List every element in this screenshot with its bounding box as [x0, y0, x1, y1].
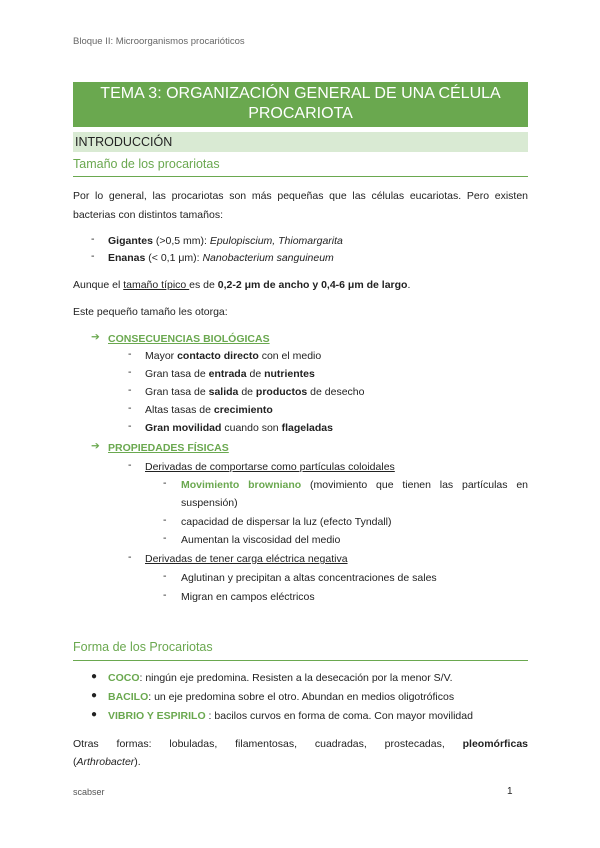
bullet-icon: ●	[91, 690, 98, 701]
list-item-dwarfs: Enanas (< 0,1 μm): Nanobacterium sanguineum	[108, 252, 334, 264]
dash-marker: -	[128, 459, 132, 471]
viscosity-item: Aumentan la viscosidad del medio	[181, 534, 341, 546]
bullet-icon: ●	[91, 709, 98, 720]
dash-marker: -	[163, 514, 167, 526]
paragraph-line: bacterias con distintos tamaños:	[73, 209, 223, 221]
page-number: 1	[507, 786, 513, 797]
dash-marker: -	[128, 402, 132, 414]
intro-heading: INTRODUCCIÓN	[73, 132, 528, 152]
dash-marker: -	[128, 384, 132, 396]
typical-size-text: Aunque el tamaño típico es de 0,2-2 μm de ancho y 0,4-6 μm de largo.	[73, 279, 411, 291]
dash-marker: -	[91, 250, 95, 262]
dash-marker: -	[128, 348, 132, 360]
section-title-shape: Forma de los Procariotas	[73, 640, 213, 654]
bio-heading: CONSECUENCIAS BIOLÓGICAS	[108, 333, 270, 345]
section-divider	[73, 660, 528, 661]
bullet-icon: ●	[91, 671, 98, 682]
dash-marker: -	[163, 570, 167, 582]
agglutinate-item: Aglutinan y precipitan a altas concentraciones de sales	[181, 572, 437, 584]
footer-author: scabser	[73, 787, 105, 797]
colloid-heading: Derivadas de comportarse como partículas coloidales	[145, 461, 395, 473]
section-divider	[73, 176, 528, 177]
other-shapes-line1: Otras formas: lobuladas, filamentosas, cuadradas, prostecadas, pleomórficas	[73, 738, 528, 750]
bio-item: Mayor contacto directo con el medio	[145, 350, 322, 362]
dash-marker: -	[128, 366, 132, 378]
dash-marker: -	[163, 589, 167, 601]
bio-item: Gran tasa de entrada de nutrientes	[145, 368, 315, 380]
section-title-size: Tamaño de los procariotas	[73, 157, 220, 171]
dash-marker: -	[163, 477, 167, 489]
other-shapes-line2: (Arthrobacter).	[73, 756, 141, 768]
brownian-item: Movimiento browniano (movimiento que tienen las partículas en	[181, 479, 529, 491]
shape-bacilo: BACILO: un eje predomina sobre el otro. Abundan en medios oligotróficos	[108, 691, 455, 703]
paragraph-line: Por lo general, las procariotas son más pequeñas que las células eucariotas. Pero existen	[73, 190, 528, 202]
arrow-icon: ➔	[91, 440, 100, 452]
page-header: Bloque II: Microorganismos procarióticos	[73, 36, 245, 47]
charge-heading: Derivadas de tener carga eléctrica negativa	[145, 553, 348, 565]
shape-coco: COCO: ningún eje predomina. Resisten a la desecación por la menor S/V.	[108, 672, 453, 684]
shape-vibrio: VIBRIO Y ESPIRILO : bacilos curvos en forma de coma. Con mayor movilidad	[108, 710, 473, 722]
bio-item: Gran tasa de salida de productos de desecho	[145, 386, 365, 398]
tyndall-item: capacidad de dispersar la luz (efecto Tyndall)	[181, 516, 392, 528]
brownian-item-cont: suspensión)	[181, 497, 238, 509]
dash-marker: -	[128, 551, 132, 563]
title-band	[73, 82, 528, 127]
arrow-icon: ➔	[91, 331, 100, 343]
migrate-item: Migran en campos eléctricos	[181, 591, 315, 603]
title-line-2: PROCARIOTA	[248, 105, 353, 122]
dash-marker: -	[128, 420, 132, 432]
title-line-1: TEMA 3: ORGANIZACIÓN GENERAL DE UNA CÉLULA	[100, 85, 501, 102]
bio-item: Gran movilidad cuando son flageladas	[145, 422, 333, 434]
grants-text: Este pequeño tamaño les otorga:	[73, 306, 228, 318]
dash-marker: -	[91, 233, 95, 245]
list-item-giants: Gigantes (>0,5 mm): Epulopiscium, Thiomargarita	[108, 235, 343, 247]
phys-heading: PROPIEDADES FÍSICAS	[108, 442, 229, 454]
dash-marker: -	[163, 532, 167, 544]
bio-item: Altas tasas de crecimiento	[145, 404, 273, 416]
